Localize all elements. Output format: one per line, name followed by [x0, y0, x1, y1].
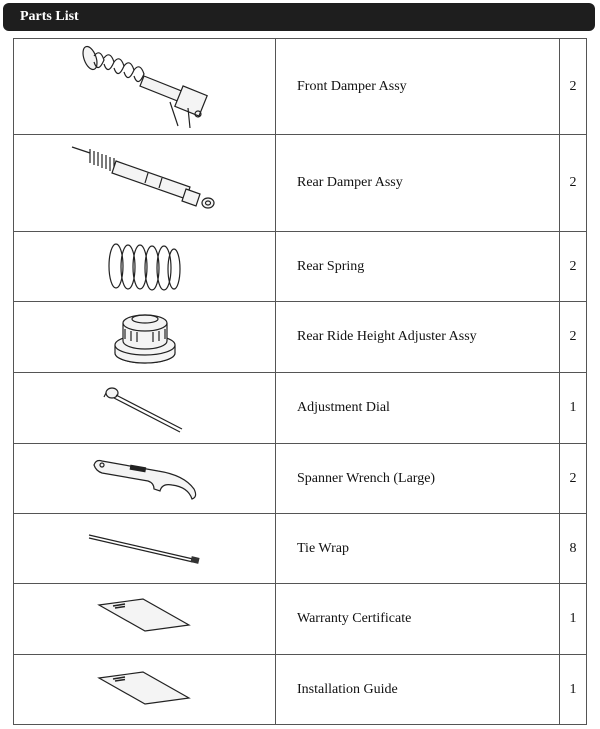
part-name: Spanner Wrench (Large) — [276, 444, 560, 514]
page-title: Parts List — [20, 9, 79, 24]
adjustment-dial-icon — [14, 383, 275, 433]
part-quantity: 1 — [560, 584, 587, 655]
part-name: Tie Wrap — [276, 514, 560, 584]
table-row — [14, 444, 587, 514]
part-image-cell — [14, 584, 276, 655]
table-row — [14, 135, 587, 232]
part-image-cell — [14, 655, 276, 725]
table-row — [14, 584, 587, 655]
part-name: Rear Ride Height Adjuster Assy — [276, 302, 560, 373]
table-row — [14, 232, 587, 302]
part-image-cell — [14, 373, 276, 444]
part-image-cell — [14, 39, 276, 135]
spanner-wrench-icon — [14, 457, 275, 501]
part-name: Rear Spring — [276, 232, 560, 302]
part-image-cell — [14, 302, 276, 373]
part-name: Warranty Certificate — [276, 584, 560, 655]
rear-ride-height-adjuster-icon — [14, 305, 275, 369]
table-row — [14, 514, 587, 584]
part-quantity: 1 — [560, 655, 587, 725]
part-quantity: 2 — [560, 302, 587, 373]
table-row — [14, 373, 587, 444]
part-name: Installation Guide — [276, 655, 560, 725]
tie-wrap-icon — [14, 529, 275, 569]
part-image-cell — [14, 514, 276, 584]
table-row — [14, 302, 587, 373]
table-row — [14, 655, 587, 725]
rear-spring-icon — [14, 238, 275, 296]
part-quantity: 2 — [560, 444, 587, 514]
header-bar — [3, 3, 595, 31]
parts-table — [13, 38, 587, 725]
table-row — [14, 39, 587, 135]
part-name: Adjustment Dial — [276, 373, 560, 444]
part-image-cell — [14, 232, 276, 302]
part-name: Front Damper Assy — [276, 39, 560, 135]
part-quantity: 2 — [560, 39, 587, 135]
part-quantity: 1 — [560, 373, 587, 444]
front-damper-assy-icon — [14, 42, 275, 132]
part-quantity: 2 — [560, 232, 587, 302]
part-name: Rear Damper Assy — [276, 135, 560, 232]
warranty-certificate-icon — [14, 597, 275, 641]
installation-guide-icon — [14, 668, 275, 712]
part-image-cell — [14, 444, 276, 514]
part-image-cell — [14, 135, 276, 232]
part-quantity: 2 — [560, 135, 587, 232]
part-quantity: 8 — [560, 514, 587, 584]
rear-damper-assy-icon — [14, 143, 275, 223]
